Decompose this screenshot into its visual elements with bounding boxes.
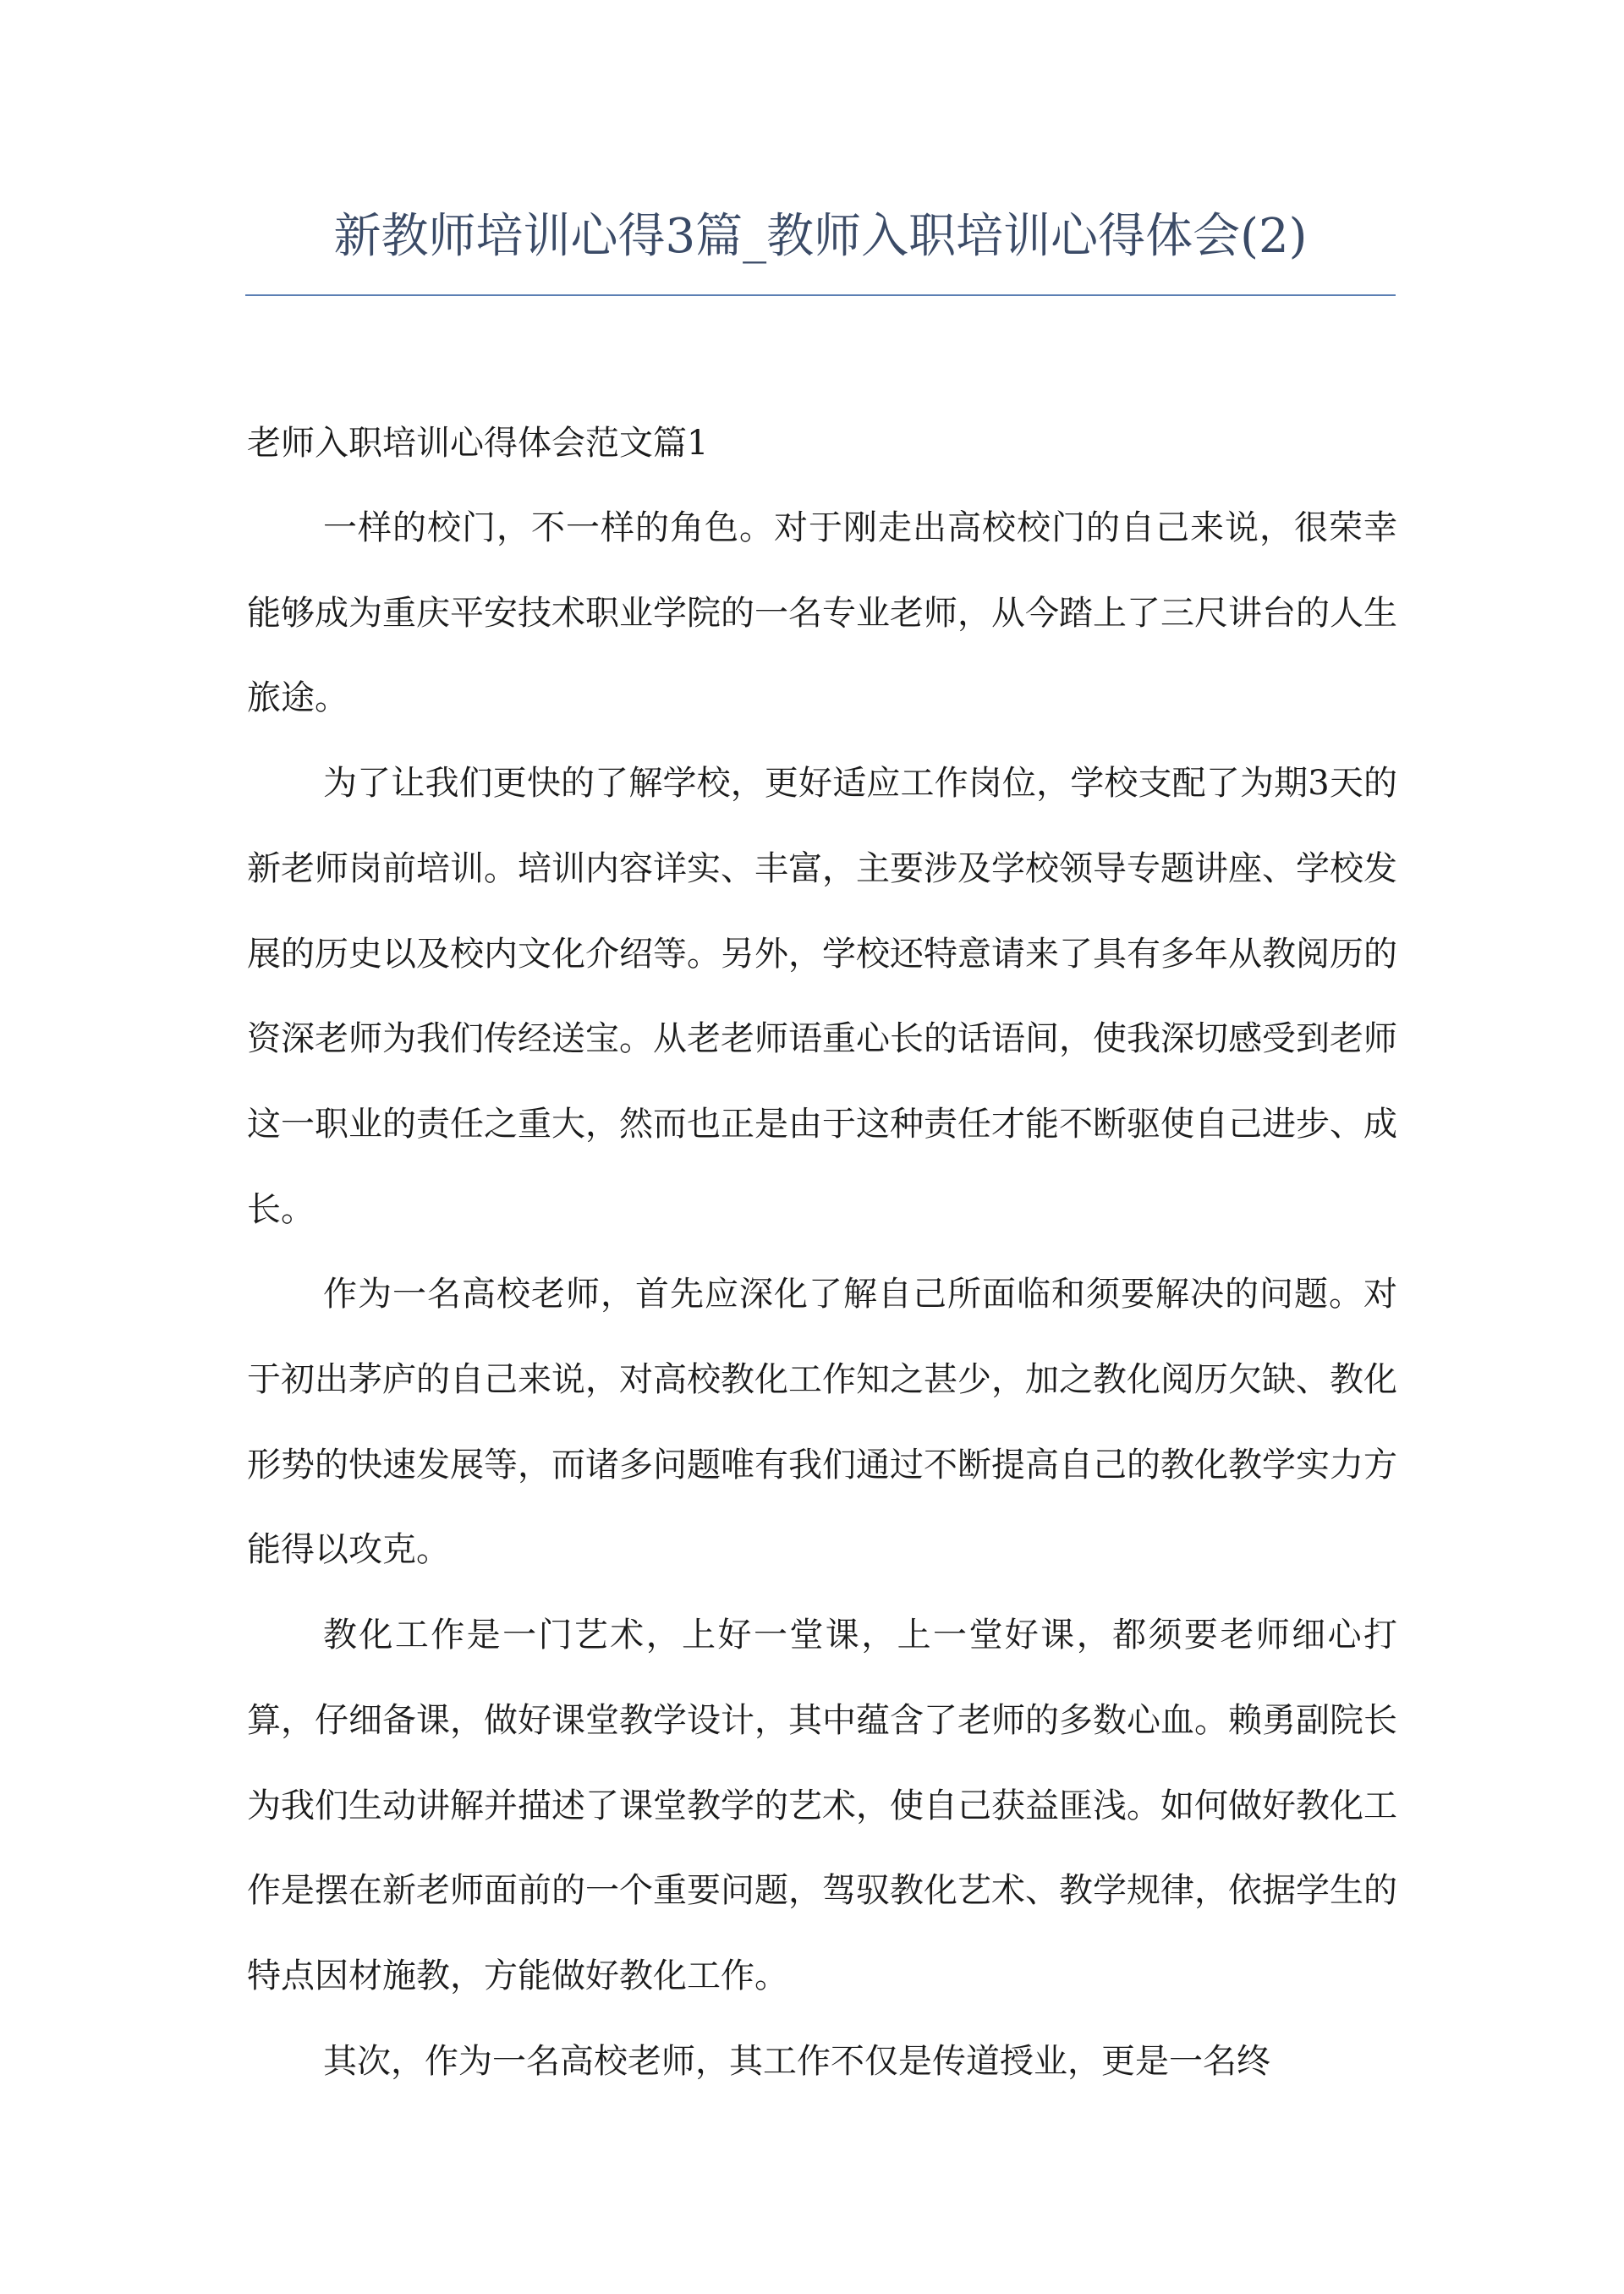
title-divider — [245, 294, 1396, 296]
paragraph-1: 一样的校门，不一样的角色。对于刚走出高校校门的自己来说，很荣幸能够成为重庆平安技术职业学院的一名专业老师，从今踏上了三尺讲台的人生旅途。 — [247, 508, 1397, 718]
paragraph-3: 作为一名高校老师，首先应深化了解自己所面临和须要解决的问题。对于初出茅庐的自己来说，对高校教化工作知之甚少，加之教化阅历欠缺、教化形势的快速发展等，而诸多问题唯有我们通过不断提高自己的教化教学实力方能得以攻克。 — [247, 1275, 1397, 1570]
document-body — [247, 401, 1397, 2104]
paragraph-4: 教化工作是一门艺术，上好一堂课，上一堂好课，都须要老师细心打算，仔细备课，做好课堂教学设计，其中蕴含了老师的多数心血。赖勇副院长为我们生动讲解并描述了课堂教学的艺术，使自己获益匪浅。如何做好教化工作是摆在新老师面前的一个重要问题，驾驭教化艺术、教学规律，依据学生的特点因材施教，方能做好教化工作。 — [247, 1616, 1397, 1995]
paragraph-5: 其次，作为一名高校老师，其工作不仅是传道授业，更是一名终 — [323, 2041, 1270, 2081]
section-heading: 老师入职培训心得体会范文篇1 — [247, 424, 709, 463]
document-title: 新教师培训心得3篇_教师入职培训心得体会(2) — [333, 209, 1308, 264]
paragraph-2: 为了让我们更快的了解学校，更好适应工作岗位，学校支配了为期3天的新老师岗前培训。培训内容详实、丰富，主要涉及学校领导专题讲座、学校发展的历史以及校内文化介绍等。另外，学校还特意请来了具有多年从教阅历的资深老师为我们传经送宝。从老老师语重心长的话语间，使我深切感受到老师这一职业的责任之重大，然而也正是由于这种责任才能不断驱使自己进步、成长。 — [247, 764, 1397, 1229]
